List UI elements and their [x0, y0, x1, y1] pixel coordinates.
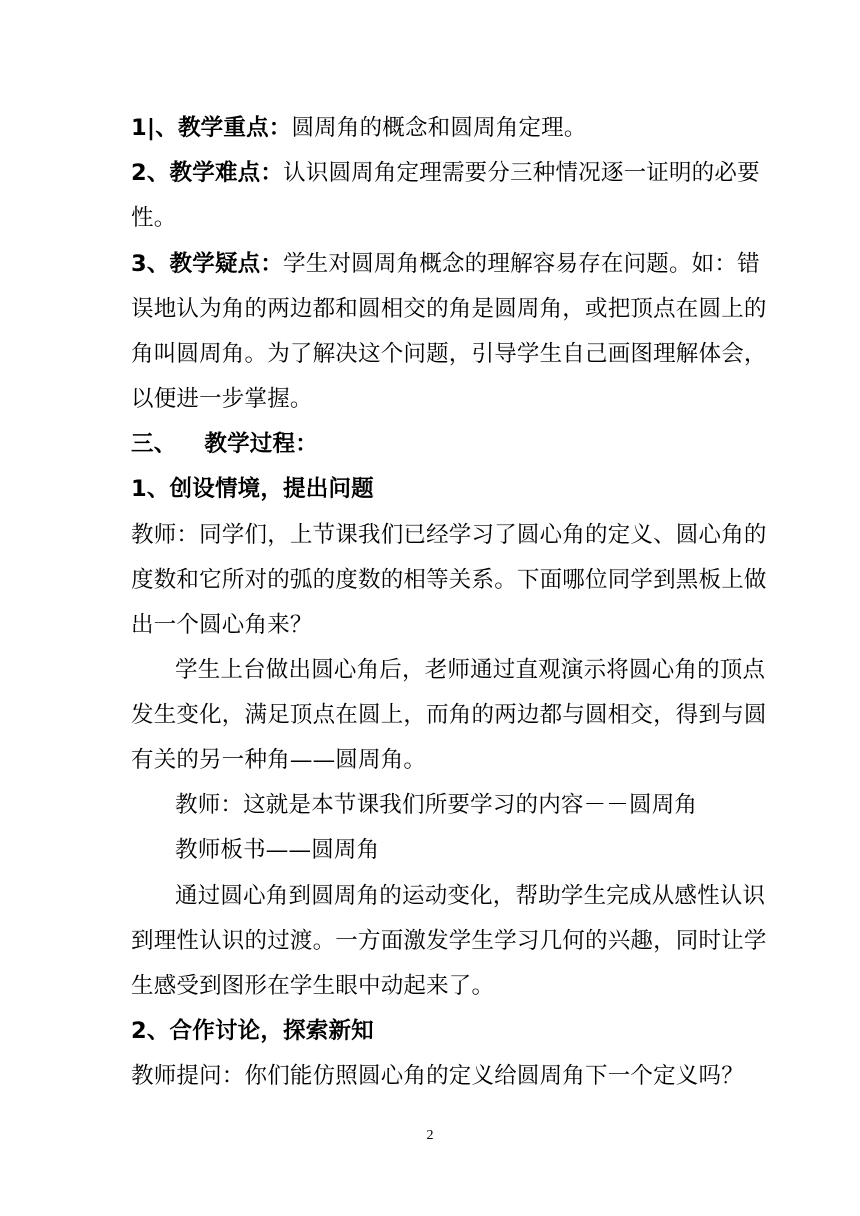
- teacher-line-1: 教师：同学们，上节课我们已经学习了圆心角的定义、圆心角的: [131, 522, 767, 548]
- section-number: 三、: [131, 431, 177, 457]
- doubt-text: 学生对圆周角概念的理解容易存在问题。如：错: [283, 251, 760, 277]
- doubt-label: 3、教学疑点：: [131, 251, 284, 277]
- section-heading: [131, 429, 741, 459]
- para2-line-3: 生感受到图形在学生眼中动起来了。: [131, 973, 495, 999]
- key-point-text: 圆周角的概念和圆周角定理。: [291, 115, 587, 141]
- page-number: 2: [426, 1128, 434, 1143]
- teacher-says-line: 教师：这就是本节课我们所要学习的内容－－圆周角: [175, 792, 698, 818]
- difficulty-line-2: 性。: [131, 205, 177, 231]
- difficulty-line: [131, 158, 760, 188]
- difficulty-label: 2、教学难点：: [131, 160, 284, 186]
- key-point-label: 1|、教学重点：: [131, 115, 292, 141]
- teacher-line-2: 度数和它所对的弧的度数的相等关系。下面哪位同学到黑板上做: [131, 567, 767, 593]
- section-title: 教学过程：: [204, 431, 318, 457]
- para2-line-1: 通过圆心角到圆周角的运动变化，帮助学生完成从感性认识: [175, 883, 766, 909]
- doubt-line-2: 误地认为角的两边都和圆相交的角是圆周角，或把顶点在圆上的: [131, 296, 767, 322]
- doubt-line: [131, 249, 760, 279]
- step1-heading: 1、创设情境，提出问题: [131, 476, 374, 502]
- para2-line-2: 到理性认识的过渡。一方面激发学生学习几何的兴趣，同时让学: [131, 928, 767, 954]
- para1-line-1: 学生上台做出圆心角后，老师通过直观演示将圆心角的顶点: [175, 657, 766, 683]
- difficulty-text: 认识圆周角定理需要分三种情况逐一证明的必要: [283, 160, 760, 186]
- para1-line-3: 有关的另一种角——圆周角。: [131, 747, 427, 773]
- key-point-line: [131, 113, 741, 143]
- step2-heading: 2、合作讨论，探索新知: [131, 1018, 374, 1044]
- doubt-line-4: 以便进一步掌握。: [131, 386, 313, 412]
- teacher-line-3: 出一个圆心角来？: [131, 612, 313, 638]
- step2-question: 教师提问：你们能仿照圆心角的定义给圆周角下一个定义吗？: [131, 1063, 744, 1089]
- doubt-line-3: 角叫圆周角。为了解决这个问题，引导学生自己画图理解体会，: [131, 341, 767, 367]
- board-line: 教师板书——圆周角: [175, 837, 380, 863]
- para1-line-2: 发生变化，满足顶点在圆上，而角的两边都与圆相交，得到与圆: [131, 702, 767, 728]
